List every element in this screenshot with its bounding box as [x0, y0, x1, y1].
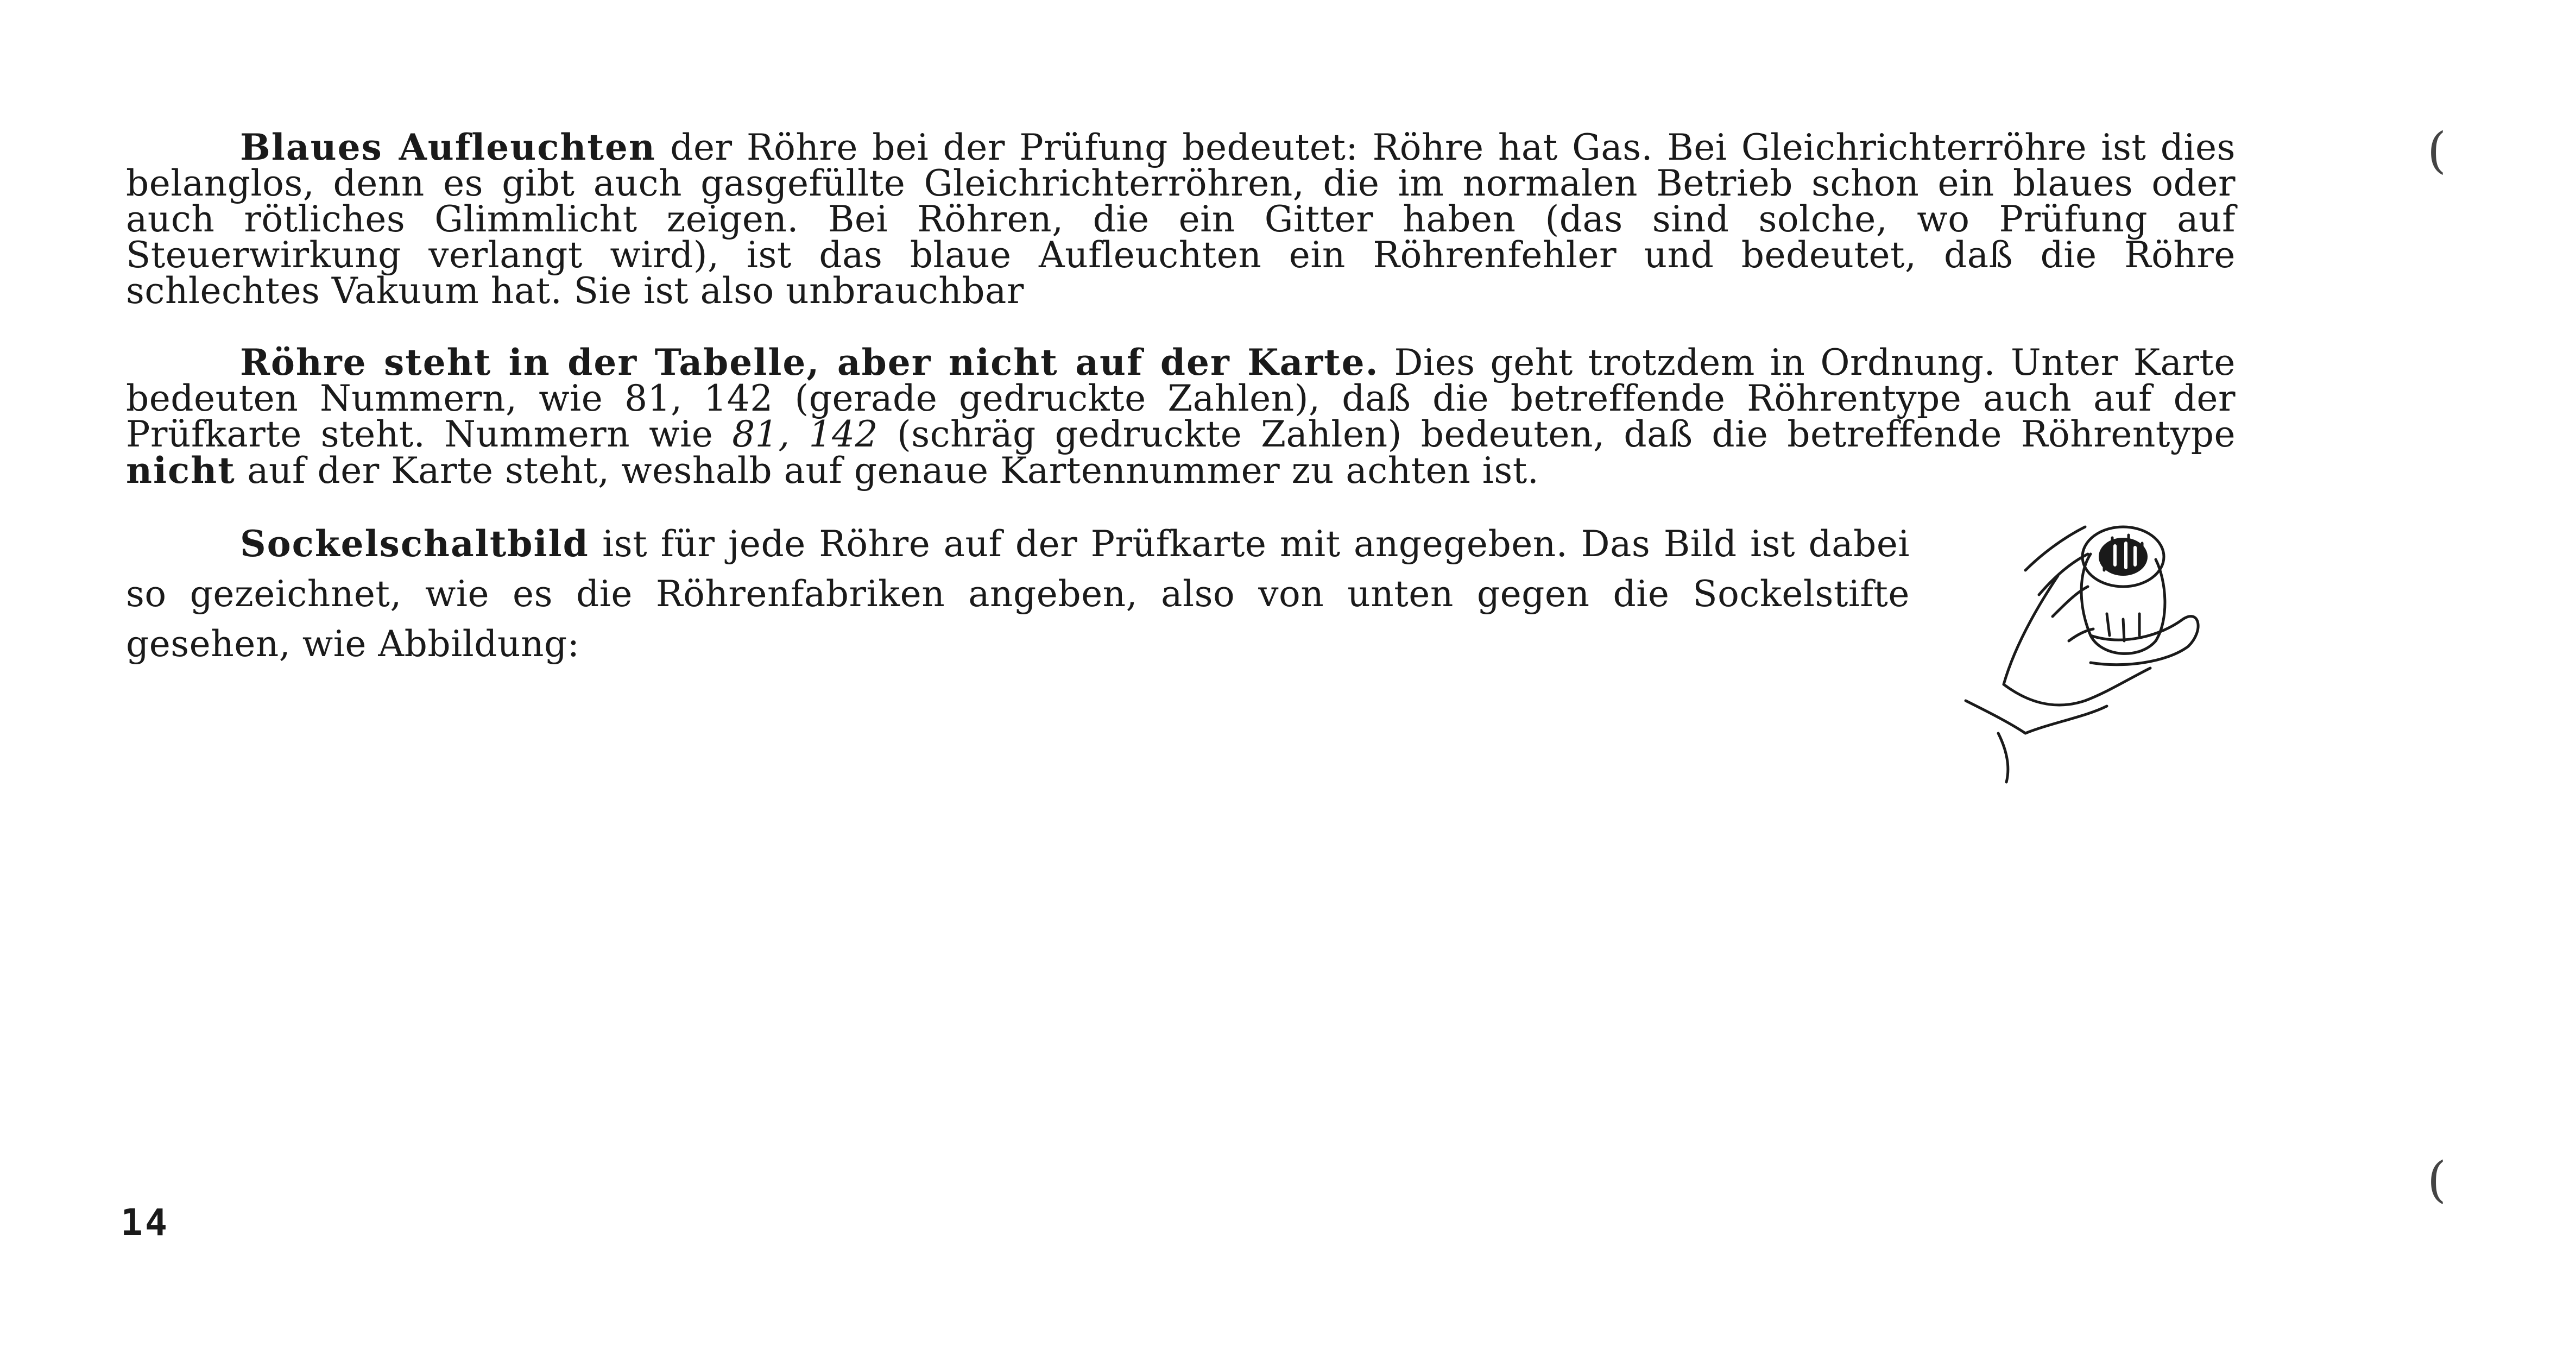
paragraph-socket-diagram [126, 519, 1910, 669]
paragraph-text-b: (schräg gedruckte Zahlen) bedeuten, daß die betreffende Röhrentype [896, 413, 2236, 455]
margin-mark: ( [2427, 1151, 2447, 1209]
paragraph-text: ist für jede Röhre auf der Prüfkarte mit angegeben. Das Bild ist dabei so gezeichnet, wie es die Röhrenfabriken angeben, also von unten gegen die Sockelstifte gesehen, wie Abbildung: [126, 523, 1910, 665]
paragraph-text-a: Dies geht trotzdem in Ordnung. Unter Karte bedeuten Nummern, wie 81, 142 (gerade gedruckte Zahlen), daß die betreffende Röhrentype auch auf der Prüfkarte steht. Nummern wie [126, 342, 2236, 455]
page-number: 14 [121, 1201, 169, 1244]
hand-holding-tube-base-icon [1944, 505, 2248, 788]
paragraph-lead: Blaues Aufleuchten [240, 126, 656, 168]
paragraph-lead: Röhre steht in der Tabelle, aber nicht auf der Karte. [240, 341, 1379, 383]
margin-mark: ( [2427, 122, 2447, 179]
italic-numbers: 81, 142 [732, 413, 879, 455]
paragraph-blue-glow [126, 126, 2236, 312]
paragraph-lead: Sockelschaltbild [240, 523, 589, 565]
paragraph-tube-in-table [126, 341, 2236, 492]
emphasis-word: nicht [126, 449, 236, 492]
paragraph-text-c: auf der Karte steht, weshalb auf genaue Kartennummer zu achten ist. [247, 450, 1539, 492]
paragraph-text: der Röhre bei der Prüfung bedeutet: Röhre hat Gas. Bei Gleichrichterröhre ist dies belanglos, denn es gibt auch gasgefüllte Gleichrichterröhren, die im normalen Betrieb schon ein blaues oder auch rötliches Glimmlicht zeigen. Bei Röhren, die ein Gitter haben (das sind solche, wo Prüfung auf Steuerwirkung verlangt wird), ist das blaue Aufleuchten ein Röhrenfehler und bedeutet, daß die Röhre schlechtes Vakuum hat. Sie ist also unbrauchbar [126, 127, 2236, 312]
